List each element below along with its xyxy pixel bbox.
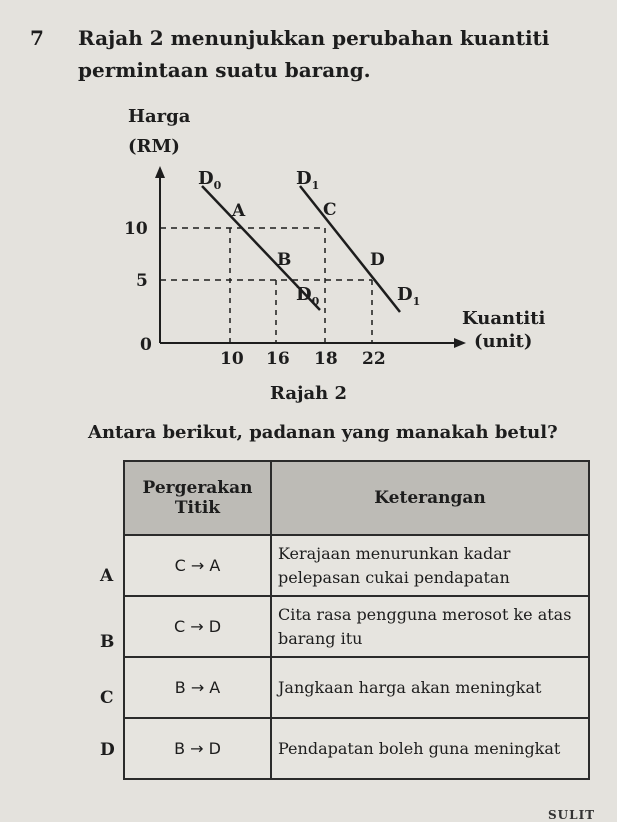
curve-label-d0-top: $D_0$ (198, 168, 222, 192)
footer-sulit: SULIT (548, 808, 596, 822)
answer-table (123, 460, 590, 780)
x-axis-arrow (454, 338, 466, 348)
row-c-description: Jangkaan harga akan meningkat (271, 657, 589, 718)
row-d-movement: B → D (124, 718, 271, 779)
row-b-movement: C → D (124, 596, 271, 657)
demand-curve-d1 (300, 186, 400, 312)
table-row (124, 596, 589, 657)
origin-label: 0 (140, 335, 152, 355)
point-label-c: C (323, 200, 337, 220)
question-prompt: Antara berikut, padanan yang manakah betul? (88, 422, 558, 443)
curve-label-d1-top: $D_1$ (296, 168, 320, 192)
row-b-description: Cita rasa pengguna merosot ke atas barang itu (271, 596, 589, 657)
question-number: 7 (30, 26, 44, 50)
row-d-description: Pendapatan boleh guna meningkat (271, 718, 589, 779)
curve-label-d0-bottom: $D_0$ (296, 284, 320, 308)
row-a-movement: C → A (124, 535, 271, 596)
table-row (124, 657, 589, 718)
y-tick-10: 10 (124, 219, 148, 239)
x-tick-22: 22 (362, 349, 386, 369)
x-axis-unit: (unit) (474, 331, 533, 352)
y-tick-5: 5 (136, 271, 148, 291)
header-description: Keterangan (271, 461, 589, 535)
option-a-label[interactable]: A (100, 566, 114, 586)
point-label-b: B (277, 250, 292, 270)
point-label-d: D (370, 250, 385, 270)
table-row (124, 718, 589, 779)
x-tick-18: 18 (314, 349, 338, 369)
option-d-label[interactable]: D (100, 740, 115, 760)
question-text: Rajah 2 menunjukkan perubahan kuantiti permintaan suatu barang. (78, 26, 550, 82)
header-movement: Pergerakan Titik (124, 461, 271, 535)
table-row (124, 535, 589, 596)
row-a-description: Kerajaan menurunkan kadar pelepasan cukai pendapatan (271, 535, 589, 596)
x-axis-label: Kuantiti (462, 308, 546, 329)
point-label-a: A (232, 201, 246, 221)
option-b-label[interactable]: B (100, 632, 115, 652)
curve-label-d1-bottom: $D_1$ (397, 284, 421, 308)
y-axis-arrow (155, 166, 165, 178)
y-axis-label: Harga (128, 106, 191, 127)
row-c-movement: B → A (124, 657, 271, 718)
y-axis-unit: (RM) (128, 136, 180, 157)
x-tick-16: 16 (266, 349, 290, 369)
demand-graph (110, 100, 570, 380)
option-c-label[interactable]: C (100, 688, 114, 708)
x-tick-10: 10 (220, 349, 244, 369)
figure-caption: Rajah 2 (269, 383, 348, 404)
